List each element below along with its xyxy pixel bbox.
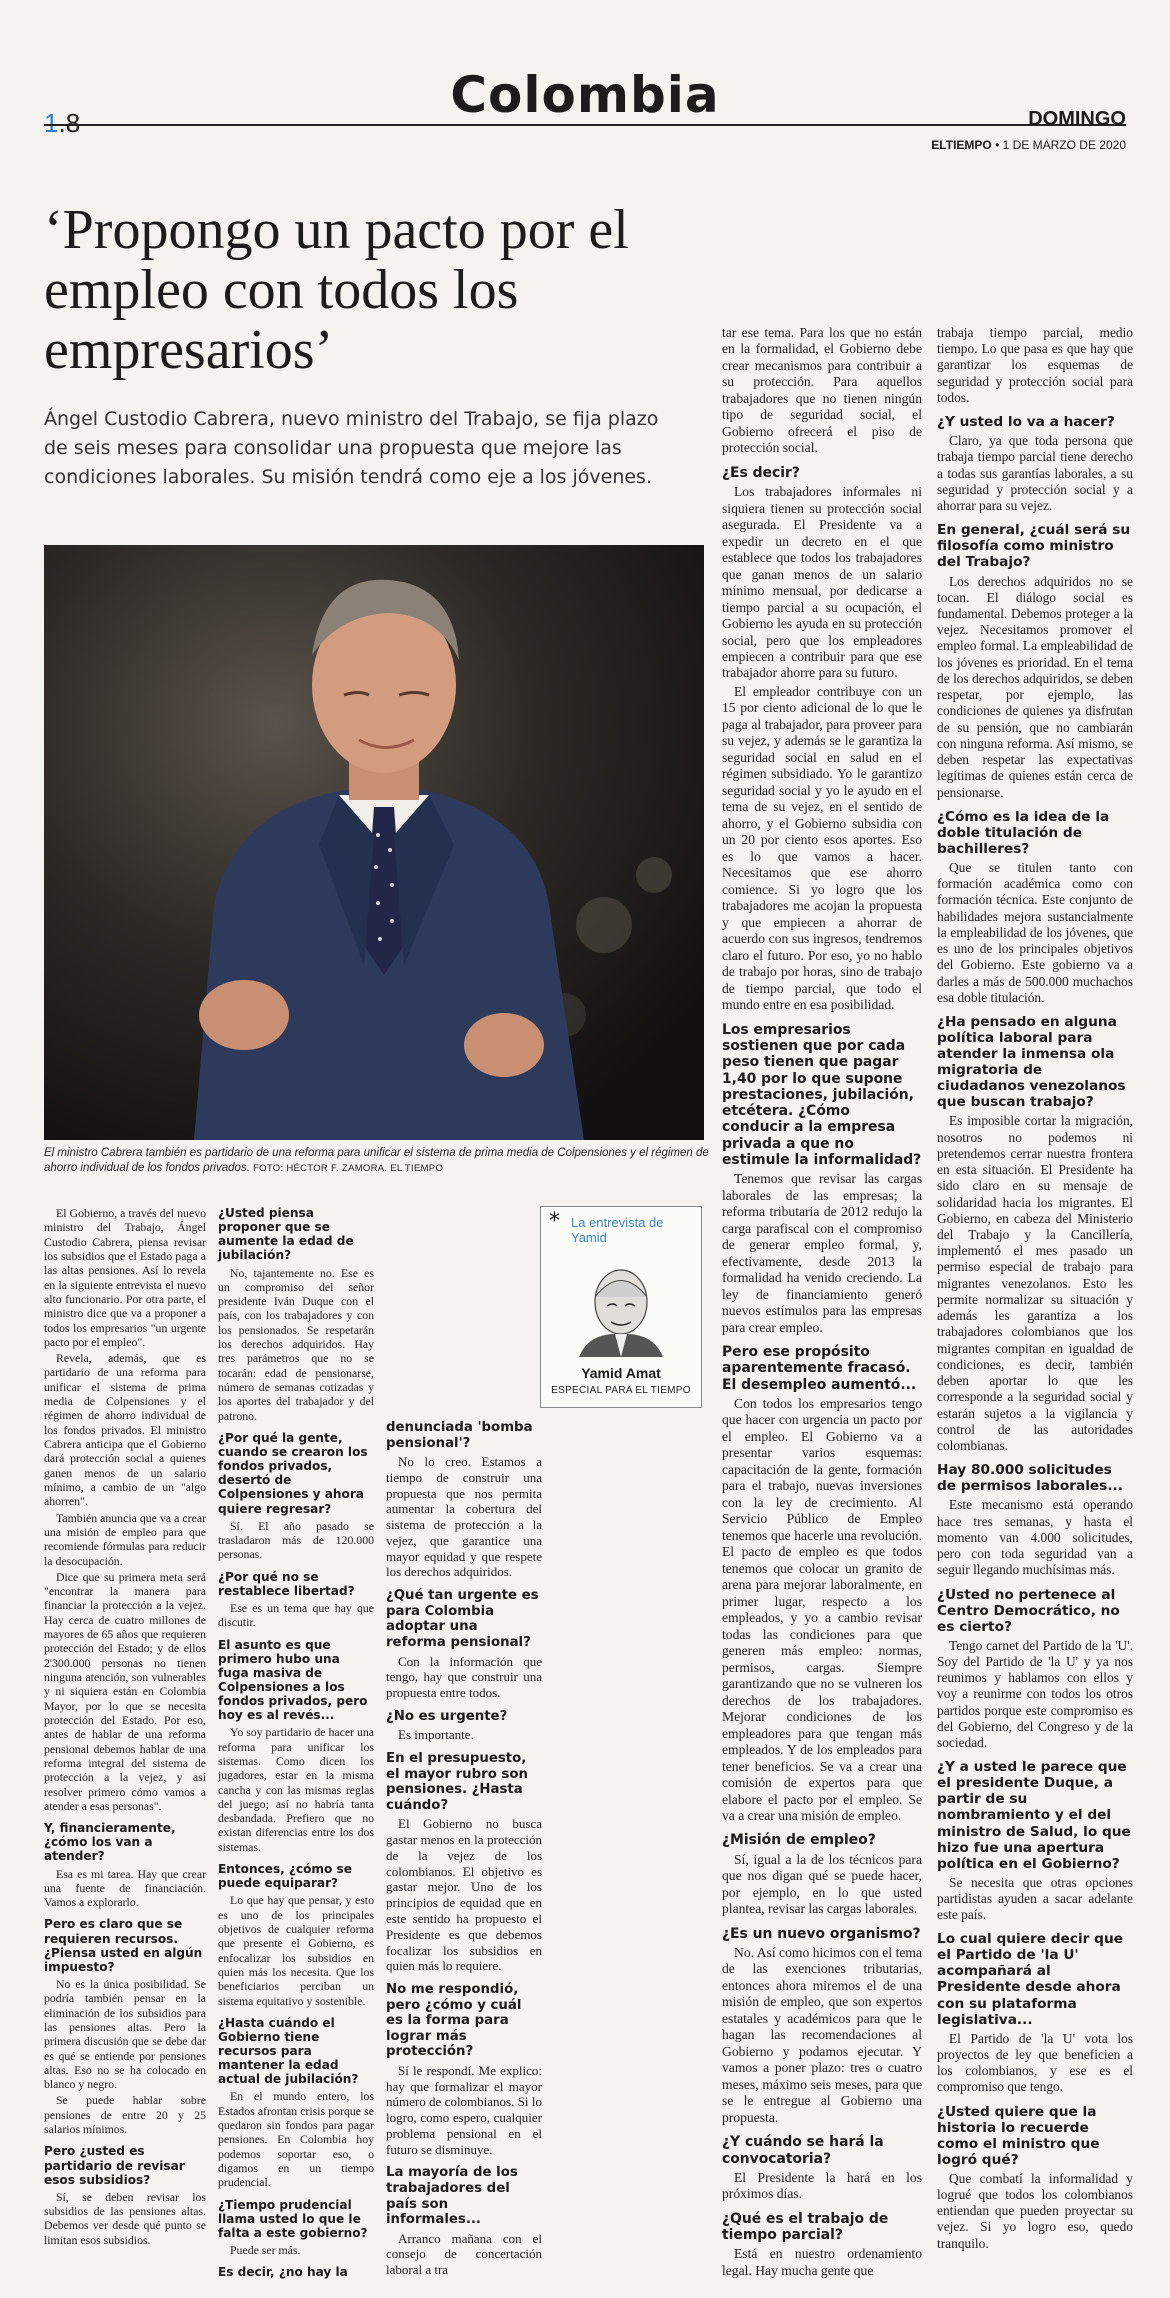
section-title: Colombia [450,66,720,124]
question: ¿Por qué la gente, cuando se crearon los fondos privados, desertó de Colpensiones y ahora quiere regresar? [218,1430,368,1516]
answer: Sí, igual a la de los técnicos para que nos digan qué se puede hacer, por ejemplo, en lo que usted plantea, revisar las cargas laborales. [722,1851,922,1917]
answer: El Presidente la hará en los próximos días. [722,2169,922,2202]
question: ¿Es un nuevo organismo? [722,1925,921,1942]
question: No me respondió, pero ¿cómo y cuál es la forma para lograr más protección? [386,1982,522,2060]
question: ¿Usted no pertenece al Centro Democrático, no es cierto? [937,1586,1120,1635]
question: ¿Y cuándo se hará la convocatoria? [722,2134,884,2167]
question: ¿Y usted lo va a hacer? [937,414,1115,431]
answer: No, tajantemente no. Ese es un compromiso del señor presidente Iván Duque con el país, con los trabajadores y con los pensionados. Se respetarán los derechos adquiridos. Hay tres parámetros que no se tocarán: edad de pensionarse, número de semanas cotizadas y los aportes del trabajador y del patrono. [218,1265,374,1423]
answer: El Gobierno no busca gastar menos en la protección de la vejez de los colombianos. El objetivo es gastar mejor. Uno de los principios de equidad que en este sentido ha propuesto el Presidente es que debemos focalizar los subsidios en quien más lo requiere. [386,1816,542,1974]
answer: Lo que hay que pensar, y esto es uno de los principales objetivos de cualquier reforma que presente el Gobierno, es enfocalizar los subsidios en quien más los necesita. Que los beneficiarios perciban un sistema equitativo y sostenible. [218,1893,374,2008]
minister-illustration [44,545,704,1140]
question: ¿Por qué no se restablece libertad? [218,1569,355,1598]
answer: Los trabajadores informales ni siquiera tienen su protección social asegurada. El Presidente va a expedir un decreto en el que establece que todos los trabajadores que ganan menos de un salario mínimo mensual, por dedicarse a tiempo parcial a su ocupación, el Gobierno les ayuda en su protección social, pero que los empleadores empiecen a contribuir para que ese trabajador ahorre para su futuro. [722,484,922,681]
answer: Se necesita que otras opciones partidistas ayuden a sacar adelante este país. [937,1874,1133,1923]
answer: No es la única posibilidad. Se podría también pensar en la eliminación de los subsidios para las pensiones altas. Pero la primera discusión que se debe dar es qué se entiende por pensiones altas. Eso no se ha colocado en blanco y negro. [44,1976,206,2092]
answer: El Partido de 'la U' vota los proyectos de ley que beneficien a los colombianos, y ese es el compromiso que tengo. [937,2030,1133,2095]
answer: No. Así como hicimos con el tema de las exenciones tributarias, entonces ahora miremos el de una misión de empleo, que son expertos estatales y académicos para que le hagan las recomendaciones al Gobierno y podamos ejecutar. Y vamos a poner plazo: tres o cuatro meses, máximo seis meses, para que se le entregue al Gobierno una propuesta. [722,1944,922,2125]
question: Es decir, ¿no hay la [218,2265,348,2280]
interviewer-role: ESPECIAL PARA EL TIEMPO [551,1385,691,1396]
question: ¿Cómo es la idea de la doble titulación de bachilleres? [937,808,1110,857]
question: Pero ese propósito aparentemente fracasó. El desempleo aumentó... [722,1344,917,1393]
answer: Sí le respondí. Me explico: hay que formalizar el mayor número de colombianos. Si lo logro, como espero, cualquier problema pensional en el futuro se disminuye. [386,2062,542,2157]
question: ¿Es decir? [722,464,800,481]
question: Y, financieramente, ¿cómo los van a atender? [44,1821,176,1864]
page-number-suffix: .8 [58,108,81,138]
article-column-4 [722,325,922,2281]
answer: Es importante. [398,1727,474,1743]
article-column-1 [44,1206,206,2249]
paragraph: El Gobierno, a través del nuevo ministro del Trabajo, Ángel Custodio Cabrera, piensa revisar los subsidios que el Estado paga a las altas pensiones. Así lo revela en la siguiente entrevista el nuevo alto funcionario. Por otra parte, el ministro dice que va a proponer a todos los empresarios "un urgente pacto por el empleo". [44,1206,206,1349]
answer: Esa es mi tarea. Hay que crear una fuente de financiación. Vamos a explorarlo. [44,1866,206,1910]
article-column-5 [937,325,1133,2254]
question: ¿Qué tan urgente es para Colombia adoptar una reforma pensional? [386,1588,539,1650]
answer: Con todos los empresarios tengo que hacer con urgencia un pacto por el empleo. El Gobierno va a presentar varios esquemas: capacitación de la gente, formación para el trabajo, nuevas inversiones con la ley de crecimiento. Al Servicio Público de Empleo tenemos que hacerle una revolución. El pacto de empleo es que todos tenemos que colocar un granito de arena para mejorar laboralmente, en primer lugar, respecto a los empleados, y yo a cambio revisar todas las condiciones para que generen más empleo: normas, permisos, cargas. Siempre garantizando que no se vulneren los derechos de los trabajadores. Mejorar condiciones de los empleadores para que tengan más empleados. Y de los empleados para tener beneficios. Se va a crear una comisión de expertos para que elabore el pacto por el empleo. Se va a crear una misión de empleo. [722,1395,922,1823]
minister-photo [44,545,704,1140]
answer: Está en nuestro ordenamiento legal. Hay mucha gente que [722,2246,922,2278]
question: Lo cual quiere decir que el Partido de 'la U' acompañará al Presidente desde ahora con su plataforma legislativa... [937,1931,1123,2028]
photo-credit: FOTO: HÉCTOR F. ZAMORA. EL TIEMPO [253,1163,444,1174]
headline: ‘Propongo un pacto por el empleo con todos los empresarios’ [44,199,629,381]
day-label: DOMINGO [1028,108,1126,130]
answer: Sí, se deben revisar los subsidios de las pensiones altas. Debemos ver desde qué punto se limitan esos subsidios. [44,2189,206,2247]
paper-name: ELTIEMPO [931,138,992,152]
answer: Que combatí la informalidad y logrué que todos los colombianos entiendan que pueden proyectar su vejez. Si yo logro eso, quedo tranquilo. [937,2170,1133,2251]
caption-text: El ministro Cabrera también es partidario de una reforma para unificar el sistema de prima media de Colpensiones y el régimen de ahorro individual de los fondos privados. [44,1147,709,1174]
interviewer-name: Yamid Amat [581,1365,661,1381]
question: denunciada 'bomba pensional'? [386,1420,533,1451]
interviewer-box [540,1206,702,1408]
article-column-2 [218,1206,374,2282]
header-rule [44,124,1126,126]
question: Hay 80.000 solicitudes de permisos laborales... [937,1462,1123,1495]
issue-date: 1 DE MARZO DE 2020 [1002,138,1126,152]
answer: Los derechos adquiridos no se tocan. El diálogo social es fundamental. Debemos proteger a la vejez. Necesitamos promover el empleo formal. La empleabilidad de los jóvenes es prioridad. En el tema de los derechos adquiridos, se deben respetar, por ejemplo, las condiciones de quienes ya disfrutan de su pensión, que no cambiarán con ninguna reforma. Así mismo, se deben respetar las expectativas legítimas de quienes están cerca de pensionarse. [937,573,1133,800]
question: Entonces, ¿cómo se puede equiparar? [218,1862,352,1891]
answer: Se puede hablar sobre pensiones de entre 20 y 25 salarios mínimos. [44,2093,206,2137]
asterisk-icon: * [549,1209,560,1234]
question: ¿Hasta cuándo el Gobierno tiene recursos para mantener la edad actual de jubilación? [218,2015,359,2087]
question: El asunto es que primero hubo una fuga masiva de Colpensiones a los fondos privados, pero hoy es al revés... [218,1637,368,1723]
interviewer-portrait [569,1262,673,1357]
answer: Con la información que tengo, hay que construir una propuesta entre todos. [386,1653,542,1701]
question: En el presupuesto, el mayor rubro son pensiones. ¿Hasta cuándo? [386,1751,528,1813]
answer: En el mundo entero, los Estados afrontan crisis porque se quedaron sin fondos para pagar pensiones. En Colombia hoy podemos soportar eso, o digamos en un tiempo prudencial. [218,2089,374,2190]
answer: El empleador contribuye con un 15 por ciento adicional de lo que le paga al trabajador, para proveer para su vejez, y además se le garantiza la seguridad social en salud en el régimen subsidiado. Yo le garantizo seguridad social y yo le ayudo en el tema de su vejez, en el sentido de ahorro, y el Gobierno subsidia con un 20 por ciento esos aportes. Eso es lo que vamos a hacer. Necesitamos que ese ahorro comience. Si yo logro que los trabajadores me acojan la propuesta y que empiecen a ahorrar de acuerdo con sus ingresos, tendremos claro el futuro. Por eso, yo no hablo de trabajo por horas, sino de trabajo de tiempo parcial, que todo el mundo entre en esa posibilidad. [722,683,922,1013]
paragraph: También anuncia que va a crear una misión de empleo para que recomiende fórmulas para reducir la desocupación. [44,1510,206,1568]
deck: Ángel Custodio Cabrera, nuevo ministro del Trabajo, se fija plazo de seis meses para consolidar una propuesta que mejore las condiciones laborales. Su misión tendrá como eje a los jóvenes. [44,408,659,488]
paragraph: trabaja tiempo parcial, medio tiempo. Lo que pasa es que hay que garantizar los esquemas de seguridad y protección social para todos. [937,325,1133,405]
answer: Arranco mañana con el consejo de concertación laboral a tra [386,2230,542,2278]
question: ¿Misión de empleo? [722,1832,876,1849]
question: ¿Tiempo prudencial llama usted lo que le falta a este gobierno? [218,2197,368,2240]
question: ¿Y a usted le parece que el presidente Duque, a partir de su nombramiento y el del ministro de Salud, lo que hizo fue una apertura política en el Gobierno? [937,1759,1131,1872]
question: ¿No es urgente? [386,1708,508,1724]
answer: No lo creo. Estamos a tiempo de construir una propuesta que nos permita aumentar la cobertura del sistema de protección a la vejez, que garantice una mayor equidad y que respete los derechos adquiridos. [386,1454,542,1580]
answer: Que se titulen tanto con formación académica como con formación técnica. Este conjunto de habilidades mejora sustancialmente la empleabilidad de los jóvenes, que es uno de los principales objetivos del Gobierno. Este gobierno va a darles a más de 500.000 muchachos esa doble titulación. [937,859,1133,1005]
question: En general, ¿cuál será su filosofía como ministro del Trabajo? [937,522,1131,571]
date-line: ELTIEMPO • 1 DE MARZO DE 2020 [931,138,1126,152]
question: ¿Usted piensa proponer que se aumente la edad de jubilación? [218,1206,354,1263]
answer: Tengo carnet del Partido de la 'U'. Soy del Partido de 'la U' y ya nos reunimos y hablamos con ellos y voy a reunirme con todos los otros partidos porque este compromiso es del Gobierno, del Congreso y de la sociedad. [937,1637,1133,1751]
answer: Sí. El año pasado se trasladaron más de 120.000 personas. [218,1518,374,1562]
question: Los empresarios sostienen que por cada peso tienen que pagar 1,40 por lo que supone prestaciones, jubilación, etcétera. ¿Cómo conducir a la empresa privada a que no estimule la informalidad? [722,1021,922,1168]
question: ¿Usted quiere que la historia lo recuerde como el ministro que logró qué? [937,2103,1100,2168]
paragraph: Revela, además, que es partidario de una reforma para unificar el sistema de prima media de Colpensiones y el régimen de ahorro individual de los fondos privados. El ministro Cabrera anticipa que el Gobierno dará protección social a quienes ganen menos de un salario mínimo, a cambio de un "algo ahorren". [44,1351,206,1509]
answer: Yo soy partidario de hacer una reforma para unificar los sistemas. Como dicen los jugadores, estar en la misma cancha y con las mismas reglas del juego; así no habría tanta desbandada. Prefiero que no existan diferencias entre los dos sistemas. [218,1725,374,1854]
answer: Claro, ya que toda persona que trabaja tiempo parcial tiene derecho a todas sus garantías laborales, a su seguridad y protección social y a ahorrar para su vejez. [937,433,1133,514]
interviewer-lead: La entrevista de Yamid [571,1215,664,1245]
question: Pero ¿usted es partidario de revisar esos subsidios? [44,2144,185,2187]
paragraph: Dice que su primera meta será "encontrar la manera para financiar la protección a la vejez. Hay cerca de cuatro millones de mayores de 65 años que requieren protección del Estado; y de ellos 2'300.000 personas no tienen ninguna atención, son vulnerables y ni siquiera están en Colombia Mayor, por lo que se necesita protección del Estado. Por eso, antes de hablar de una reforma pensional debemos hablar de una reforma integral del sistema de protección a la vejez, y así resolver primero cómo vamos a atender a esas personas". [44,1569,206,1813]
answer: Es imposible cortar la migración, nosotros no podemos ni pretendemos cerrar nuestra frontera en esta situación. El Presidente ha sido claro en su mensaje de solidaridad hacia los migrantes. El Gobierno, en cabeza del Ministerio del Trabajo y la Cancillería, implementó el mes pasado un permiso especial de trabajo para migrantes venezolanos. Esto les permite normalizar su situación y además les garantiza a los trabajadores colombianos que los migrantes compitan en igualdad de condiciones, es decir, también deben aportar lo que les corresponde a la seguridad social y estarán sujetos a la vigilancia y control de las autoridades colombianas. [937,1113,1133,1454]
article-column-3 [386,1420,542,2280]
page-number-prefix: 1 [44,108,59,138]
answer: Este mecanismo está operando hace tres semanas, y hasta el momento van 4.000 solicitudes, pero con toda seguridad van a seguir llegando muchísimas más. [937,1497,1133,1578]
question: Pero es claro que se requieren recursos. ¿Piensa usted en algún impuesto? [44,1917,203,1974]
question: ¿Qué es el trabajo de tiempo parcial? [722,2210,889,2244]
answer: Tenemos que revisar las cargas laborales de las empresas; la reforma tributaria de 2012 redujo la carga parafiscal con el compromiso de generar empleo formal, y, efectivamente, desde 2013 la formalidad ha venido creciendo. La ley de financiamiento generó nuevos estímulos para las empresas para crear empleo. [722,1171,922,1335]
question: ¿Ha pensado en alguna política laboral para atender la inmensa ola migratoria de ciudadanos venezolanos que buscan trabajo? [937,1014,1126,1111]
question: La mayoría de los trabajadores del país son informales... [386,2165,518,2228]
paragraph: tar ese tema. Para los que no están en la formalidad, el Gobierno debe crear mecanismos para contribuir a su protección. Para aquellos trabajadores que no tienen ningún tipo de seguridad social, el Gobierno ofrecerá el piso de protección social. [722,325,922,456]
answer: Puede ser más. [230,2243,301,2257]
photo-caption [44,1146,714,1176]
answer: Ese es un tema que hay que discutir. [218,1600,374,1630]
